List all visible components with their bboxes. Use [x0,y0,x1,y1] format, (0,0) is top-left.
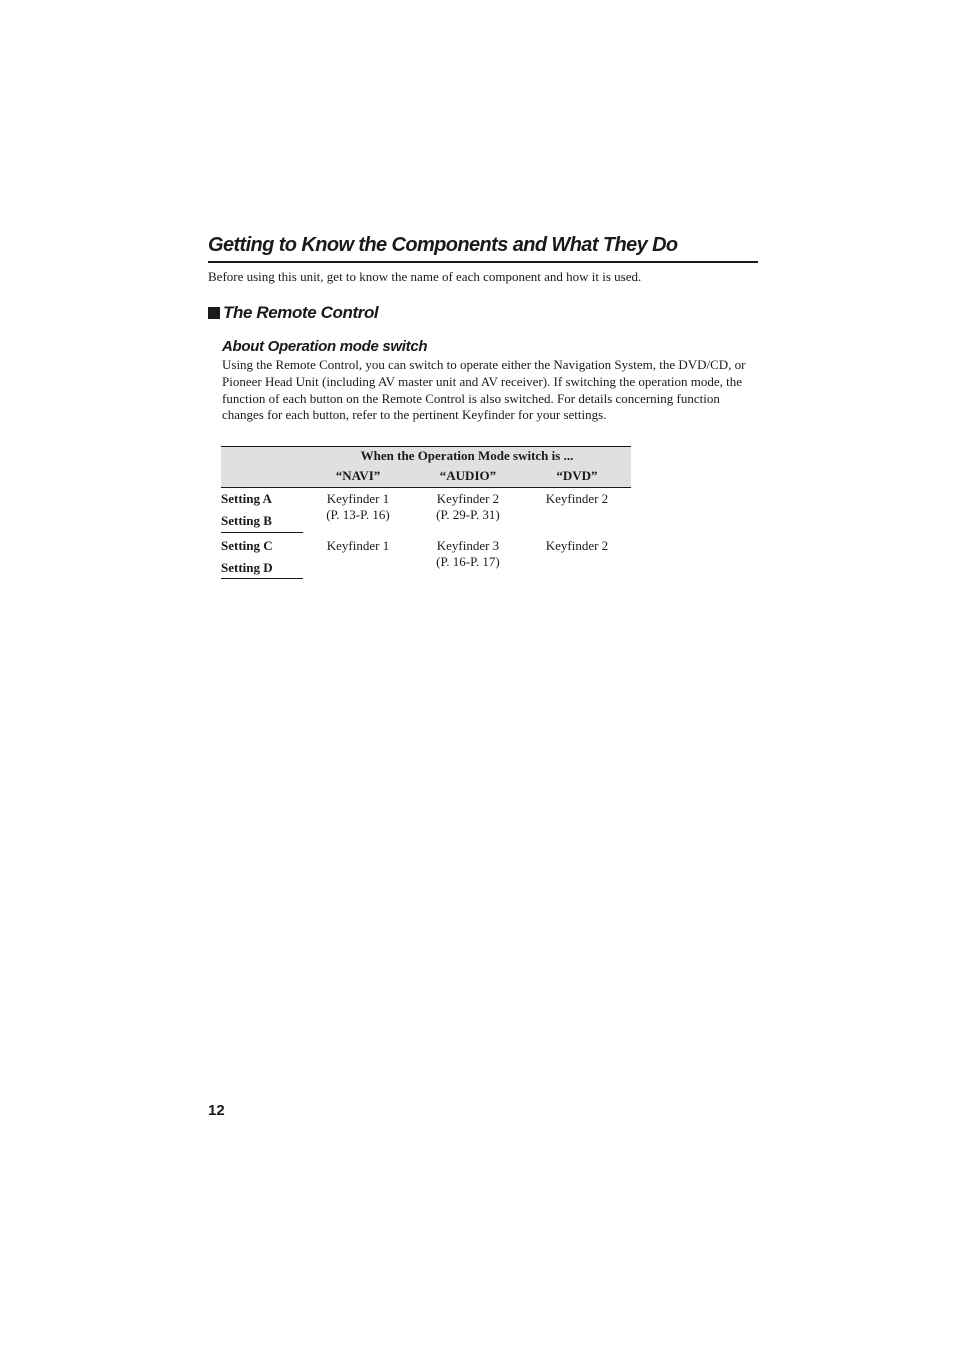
table-corner-cell [221,465,303,488]
keyfinder-label: Keyfinder 2 [436,491,500,506]
section-title [208,302,378,324]
setting-label: Setting A [221,491,272,506]
table-cell [303,488,413,533]
section-title-text: The Remote Control [223,303,379,322]
keyfinder-label: Keyfinder 1 [326,537,390,553]
table-cell [413,533,523,579]
table-cell [303,533,413,579]
black-square-icon [208,307,220,319]
setting-label: Setting C [221,538,273,553]
table-corner-cell [221,447,303,466]
page-number: 12 [208,1102,225,1119]
setting-label: Setting B [221,507,303,533]
page-title: Getting to Know the Components and What They Do [208,232,758,263]
page-range: (P. 13-P. 16) [326,507,390,522]
keyfinder-label: Keyfinder 3 [436,537,500,553]
body-paragraph: Using the Remote Control, you can switch to operate either the Navigation System, the DVD/CD, or Pioneer Head Unit (including AV master unit and AV receiver). If switching the operation mode, the function of each button on the Remote Control is also switched. For details concerning function changes for each button, refer to the pertinent Keyfinder for your settings. [222,357,746,423]
intro-text: Before using this unit, get to know the name of each component and how it is used. [208,269,642,284]
page-range: (P. 29-P. 31) [436,507,500,522]
table-row [221,488,631,508]
table-header-row [221,447,631,466]
setting-label: Setting D [221,554,303,579]
table-cell [523,488,631,533]
table-header: When the Operation Mode switch is ... [303,447,631,466]
page-range: (P. 16-P. 17) [436,553,500,569]
table-cell [523,533,631,579]
keyfinder-label: Keyfinder 2 [545,537,609,553]
mode-row [221,465,631,488]
table-cell [413,488,523,533]
subsection-title: About Operation mode switch [222,338,428,355]
operation-mode-table [221,446,631,579]
mode-navi: “NAVI” [303,465,413,488]
keyfinder-label: Keyfinder 2 [545,491,609,506]
keyfinder-label: Keyfinder 1 [326,491,390,506]
table-row [221,533,631,555]
mode-audio: “AUDIO” [413,465,523,488]
mode-dvd: “DVD” [523,465,631,488]
